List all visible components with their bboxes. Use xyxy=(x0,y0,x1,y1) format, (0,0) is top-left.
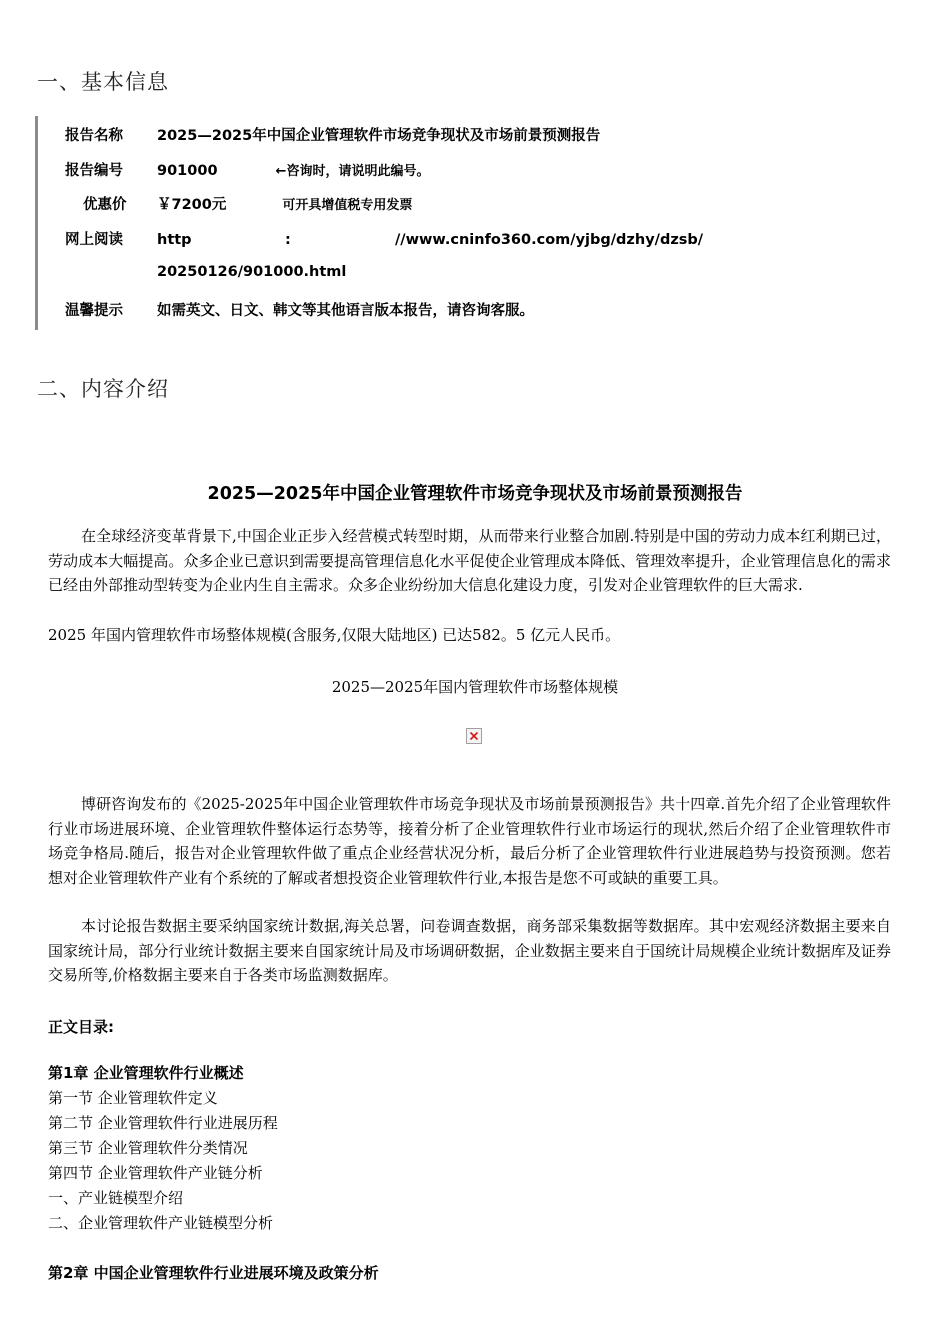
info-row-report-name xyxy=(65,124,600,145)
info-row-report-number xyxy=(65,159,429,180)
data-source-paragraph: 本讨论报告数据主要采纳国家统计数据,海关总署，问卷调查数据，商务部采集数据等数据库。其中宏观经济数据主要来自国家统计局，部分行业统计数据主要来自国家统计局及市场调研数据，企业数据主要来自于国统计局规模企业统计数据库及证券交易所等,价格数据主要来自于各类市场监测数据库。 xyxy=(48,917,891,984)
info-row-tip xyxy=(65,299,534,320)
toc-item: 第三节 企业管理软件分类情况 xyxy=(48,1139,248,1157)
section-heading-content: 二、内容介绍 xyxy=(37,377,169,401)
toc-item: 二、企业管理软件产业链模型分析 xyxy=(48,1214,274,1232)
info-row-online-cont xyxy=(65,264,346,280)
report-number-value: 901000 xyxy=(157,163,218,179)
price-note: 可开具增值税专用发票 xyxy=(282,198,413,213)
price-value: ￥7200元 xyxy=(157,197,227,213)
report-number-label: 报告编号 xyxy=(65,163,123,179)
toc-item: 第四节 企业管理软件产业链分析 xyxy=(48,1164,263,1182)
publisher-paragraph: 博研咨询发布的《2025-2025年中国企业管理软件市场竞争现状及市场前景预测报告》共十四章.首先介绍了企业管理软件行业市场进展环境、企业管理软件整体运行态势等，接着分析了企业管理软件行业市场运行的现状,然后介绍了企业管理软件市场竞争格局.随后，报告对企业管理软件做了重点企业经营状况分析，最后分析了企业管理软件行业进展趋势与投资预测。您若想对企业管理软件产业有个系统的了解或者想投资企业管理软件行业,本报告是您不可或缺的重要工具。 xyxy=(48,795,891,887)
toc-heading: 正文目录: xyxy=(48,1018,114,1036)
figure-caption: 2025—2025年国内管理软件市场整体规模 xyxy=(331,678,619,696)
report-number-note: ←咨询时，请说明此编号。 xyxy=(275,164,430,179)
online-label: 网上阅读 xyxy=(65,232,123,248)
report-name-label: 报告名称 xyxy=(65,128,123,144)
tip-value: 如需英文、日文、韩文等其他语言版本报告，请咨询客服。 xyxy=(157,303,534,319)
info-row-price xyxy=(65,193,412,214)
toc-chapter: 第1章 企业管理软件行业概述 xyxy=(48,1064,244,1082)
info-row-online xyxy=(65,228,703,249)
report-title: 2025—2025年中国企业管理软件市场竞争现状及市场前景预测报告 xyxy=(207,484,743,504)
section-heading-basic-info: 一、基本信息 xyxy=(37,70,169,94)
toc-item: 第一节 企业管理软件定义 xyxy=(48,1089,218,1107)
online-url-path[interactable]: //www.cninfo360.com/yjbg/dzhy/dzsb/ xyxy=(395,232,704,248)
toc-item: 一、产业链模型介绍 xyxy=(48,1189,184,1207)
broken-image-icon xyxy=(466,728,482,744)
basic-info-block xyxy=(35,116,838,330)
price-label: 优惠价 xyxy=(83,197,127,213)
toc-item: 第二节 企业管理软件行业进展历程 xyxy=(48,1114,278,1132)
online-url-file[interactable]: 20250126/901000.html xyxy=(157,264,347,280)
report-name-value: 2025—2025年中国企业管理软件市场竞争现状及市场前景预测报告 xyxy=(157,128,601,144)
intro-paragraph: 在全球经济变革背景下,中国企业正步入经营模式转型时期，从而带来行业整合加剧.特别是中国的劳动力成本红利期已过，劳动成本大幅提高。众多企业已意识到需要提高管理信息化水平促使企业管理成本降低、管理效率提升，企业管理信息化的需求已经由外部推动型转变为企业内生自主需求。众多企业纷纷加大信息化建设力度，引发对企业管理软件的巨大需求. xyxy=(48,527,891,594)
tip-label: 温馨提示 xyxy=(65,303,123,319)
toc-chapter: 第2章 中国企业管理软件行业进展环境及政策分析 xyxy=(48,1264,379,1282)
online-url-scheme[interactable]: http xyxy=(157,232,192,248)
market-size-paragraph: 2025 年国内管理软件市场整体规模(含服务,仅限大陆地区) 已达582。5 亿元人民币。 xyxy=(48,626,621,644)
online-url-colon[interactable]: : xyxy=(285,232,291,248)
